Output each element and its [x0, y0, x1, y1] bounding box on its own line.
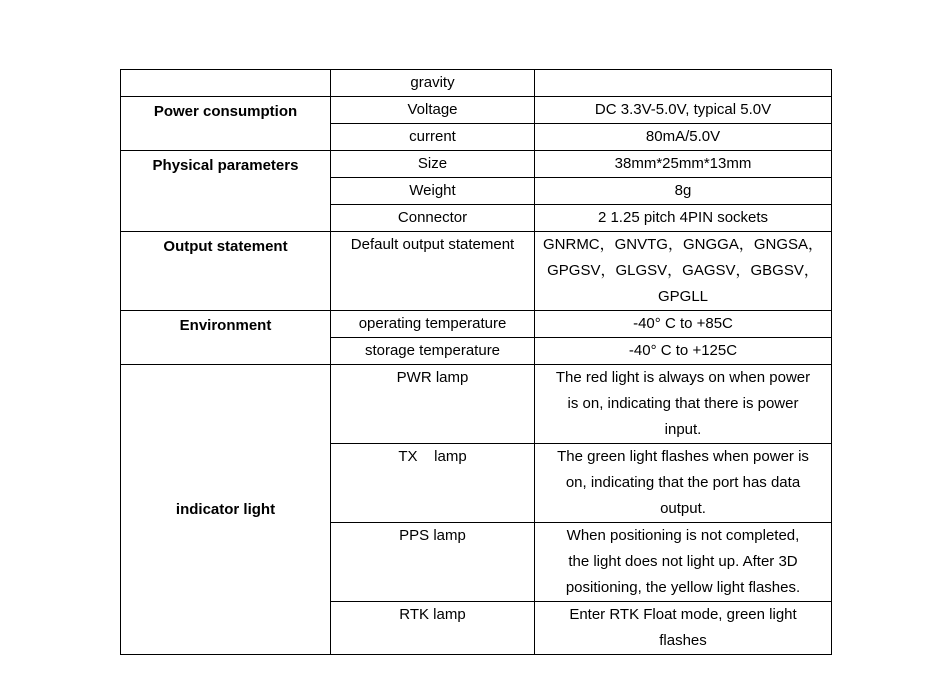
value-line: The red light is always on when power	[555, 369, 811, 386]
value-cell: -40° C to +85C	[535, 311, 832, 338]
value-line: The green light flashes when power is	[557, 448, 809, 465]
value-line: GPGSV，GLGSV，GAGSV，GBGSV，GPGLL	[547, 262, 819, 305]
value-line: the light does not light up. After 3D	[568, 553, 798, 570]
item-cell: operating temperature	[331, 311, 535, 338]
item-cell: PWR lamp	[331, 365, 535, 444]
group-cell-environment: Environment	[121, 311, 331, 365]
value-cell	[535, 365, 832, 444]
value-cell	[535, 602, 832, 655]
item-cell: PPS lamp	[331, 523, 535, 602]
value-cell: 8g	[535, 178, 832, 205]
spec-table	[120, 69, 832, 655]
value-cell	[535, 444, 832, 523]
item-cell: TX lamp	[331, 444, 535, 523]
group-cell-power-consumption: Power consumption	[121, 97, 331, 151]
group-cell-physical-parameters: Physical parameters	[121, 151, 331, 232]
item-cell: current	[331, 124, 535, 151]
value-line: on, indicating that the port has data	[565, 474, 801, 491]
value-cell: 2 1.25 pitch 4PIN sockets	[535, 205, 832, 232]
table-row	[121, 232, 832, 311]
item-cell: Weight	[331, 178, 535, 205]
value-line: GNRMC，GNVTG，GNGGA，GNGSA，	[542, 236, 823, 253]
table-row	[121, 70, 832, 97]
value-cell	[535, 523, 832, 602]
item-cell: Connector	[331, 205, 535, 232]
value-line: flashes	[659, 632, 707, 649]
value-line: is on, indicating that there is power	[567, 395, 799, 412]
value-line: positioning, the yellow light flashes.	[565, 579, 801, 596]
value-cell: 80mA/5.0V	[535, 124, 832, 151]
value-cell	[535, 232, 832, 311]
value-line: output.	[660, 500, 706, 517]
table-row	[121, 365, 832, 444]
item-cell: gravity	[331, 70, 535, 97]
value-cell: -40° C to +125C	[535, 338, 832, 365]
group-cell-blank	[121, 70, 331, 97]
value-cell: DC 3.3V-5.0V, typical 5.0V	[535, 97, 832, 124]
value-line: input.	[664, 421, 702, 438]
value-line: When positioning is not completed,	[566, 527, 800, 544]
value-cell	[535, 70, 832, 97]
item-cell: Default output statement	[331, 232, 535, 311]
table-row	[121, 97, 832, 124]
value-line: Enter RTK Float mode, green light	[569, 606, 797, 623]
item-cell: RTK lamp	[331, 602, 535, 655]
group-cell-indicator-light: indicator light	[121, 365, 331, 655]
table-row	[121, 151, 832, 178]
group-cell-output-statement: Output statement	[121, 232, 331, 311]
table-row	[121, 311, 832, 338]
item-cell: Size	[331, 151, 535, 178]
value-cell: 38mm*25mm*13mm	[535, 151, 832, 178]
item-cell: Voltage	[331, 97, 535, 124]
item-cell: storage temperature	[331, 338, 535, 365]
